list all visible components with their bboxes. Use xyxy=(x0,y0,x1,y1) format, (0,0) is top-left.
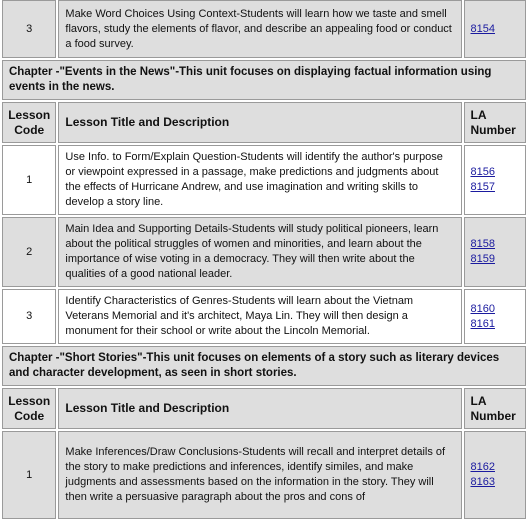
la-number-cell xyxy=(464,0,527,58)
column-header-lesson-title: Lesson Title and Description xyxy=(58,102,461,143)
la-number-cell xyxy=(464,289,527,344)
la-number-link[interactable]: 8160 xyxy=(470,302,495,315)
column-header-la-number: LA Number xyxy=(464,102,527,143)
chapter-row xyxy=(2,346,526,386)
la-number-link[interactable]: 8154 xyxy=(470,22,495,35)
la-number-link[interactable]: 8163 xyxy=(470,476,495,488)
lesson-description: Use Info. to Form/Explain Question-Students will identify the author's purpose or viewpoint expressed in a passage, make predictions and judgments about the effects of Hurricane Andrew, and use imagination and writing skills to develop a story line. xyxy=(58,145,461,215)
column-header-la-number: LA Number xyxy=(464,388,527,429)
la-number-cell xyxy=(464,431,527,519)
table-row xyxy=(2,145,526,215)
lesson-description: Identify Characteristics of Genres-Students will learn about the Vietnam Veterans Memorial and it's architect, Maya Lin. They will then design a monument for their school or write about the Lincoln Memorial. xyxy=(58,289,461,344)
la-number-link[interactable]: 8157 xyxy=(470,181,495,193)
table-header-row xyxy=(2,388,526,429)
la-number-link[interactable]: 8162 xyxy=(470,461,495,473)
lessons-table-body xyxy=(2,0,526,519)
table-header-row xyxy=(2,102,526,143)
column-header-lesson-title: Lesson Title and Description xyxy=(58,388,461,429)
la-number-link[interactable]: 8159 xyxy=(470,253,495,265)
lesson-description: Make Word Choices Using Context-Students will learn how we taste and smell flavors, study the elements of flavor, and describe an appealing food or conduct a food survey. xyxy=(58,0,461,58)
la-number-link[interactable]: 8156 xyxy=(470,166,495,178)
lesson-code: 3 xyxy=(2,0,56,58)
lesson-code: 3 xyxy=(2,289,56,344)
column-header-lesson-code: Lesson Code xyxy=(2,102,56,143)
chapter-row xyxy=(2,60,526,100)
lesson-description: Main Idea and Supporting Details-Students will study political pioneers, learn about the political struggles of women and minorities, and learn about the importance of wise voting in a democracy. They will then write about the qualities of a good national leader. xyxy=(58,217,461,287)
chapter-heading: Chapter -"Short Stories"-This unit focuses on elements of a story such as literary devices and character development, as seen in short stories. xyxy=(2,346,526,386)
la-number-cell xyxy=(464,217,527,287)
chapter-heading: Chapter -"Events in the News"-This unit focuses on displaying factual information using events in the news. xyxy=(2,60,526,100)
la-number-cell xyxy=(464,145,527,215)
lesson-code: 1 xyxy=(2,145,56,215)
table-row xyxy=(2,431,526,519)
la-number-link[interactable]: 8161 xyxy=(470,317,495,330)
table-row xyxy=(2,217,526,287)
lesson-code: 1 xyxy=(2,431,56,519)
table-row xyxy=(2,289,526,344)
la-number-link[interactable]: 8158 xyxy=(470,238,495,250)
lesson-description: Make Inferences/Draw Conclusions-Students will recall and interpret details of the story to make predictions and inferences, identify similes, and make judgments and assessments based on the information in the story. They will then write a persuasive paragraph about the pros and cons of xyxy=(58,431,461,519)
column-header-lesson-code: Lesson Code xyxy=(2,388,56,429)
table-row xyxy=(2,0,526,58)
lesson-code: 2 xyxy=(2,217,56,287)
